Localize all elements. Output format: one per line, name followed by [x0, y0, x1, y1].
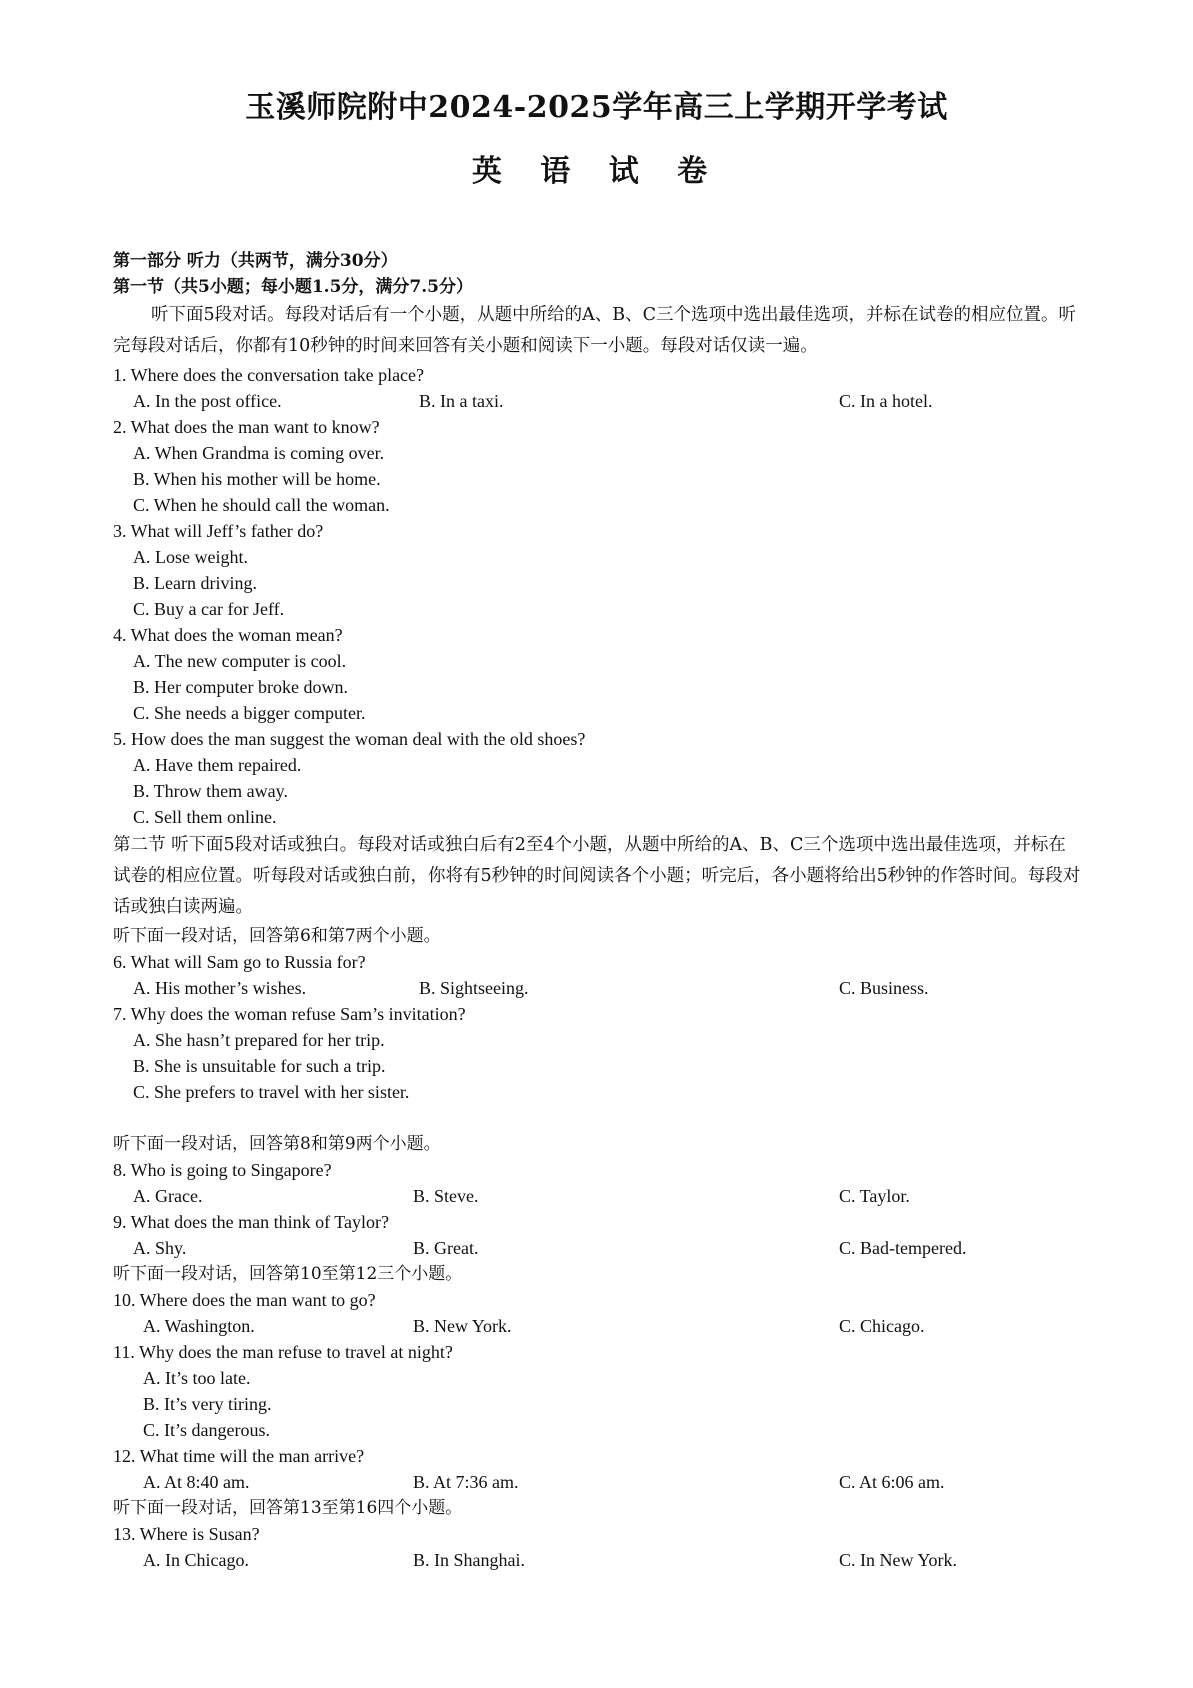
option-a: A. Grace. [133, 1186, 203, 1206]
question-9-options [113, 1235, 1083, 1261]
option-a: A. In the post office. [133, 391, 282, 411]
option-c: C. In a hotel. [839, 391, 933, 411]
question-5: 5. How does the man suggest the woman deal with the old shoes? [113, 729, 586, 749]
option-c: C. Sell them online. [133, 807, 277, 827]
exam-subtitle: 英 语 试 卷 [471, 154, 722, 189]
question-7: 7. Why does the woman refuse Sam’s invitation? [113, 1004, 466, 1024]
question-4: 4. What does the woman mean? [113, 625, 343, 645]
option-c: C. She prefers to travel with her sister. [133, 1082, 410, 1102]
section2-instructions: 第二节 听下面5段对话或独白。每段对话或独白后有2至4个小题，从题中所给的A、B、C三个选项中选出最佳选项，并标在试卷的相应位置。听每段对话或独白前，你将有5秒钟的时间阅读各个小题；听完后，各小题将给出5秒钟的作答时间。每段对话或独白读两遍。 [113, 835, 1081, 917]
question-13: 13. Where is Susan? [113, 1524, 260, 1544]
option-a: A. It’s too late. [143, 1368, 251, 1388]
question-12: 12. What time will the man arrive? [113, 1446, 365, 1466]
question-2: 2. What does the man want to know? [113, 417, 380, 437]
option-b: B. When his mother will be home. [133, 469, 381, 489]
option-b: B. She is unsuitable for such a trip. [133, 1056, 386, 1076]
question-10-options [113, 1313, 1083, 1339]
question-3: 3. What will Jeff’s father do? [113, 521, 324, 541]
question-6-options [113, 975, 1083, 1001]
option-a: A. She hasn’t prepared for her trip. [133, 1030, 385, 1050]
option-a: A. Have them repaired. [133, 755, 302, 775]
option-b: B. Learn driving. [133, 573, 257, 593]
option-b: B. Her computer broke down. [133, 677, 348, 697]
option-b: B. Throw them away. [133, 781, 288, 801]
option-a: A. In Chicago. [143, 1550, 249, 1570]
option-b: B. In a taxi. [419, 391, 504, 411]
question-1: 1. Where does the conversation take place? [113, 365, 425, 385]
option-a: A. At 8:40 am. [143, 1472, 250, 1492]
question-10: 10. Where does the man want to go? [113, 1290, 376, 1310]
option-b: B. Sightseeing. [419, 978, 529, 998]
option-b: B. At 7:36 am. [413, 1472, 519, 1492]
question-1-options [113, 388, 1083, 414]
part1-heading: 第一部分 听力（共两节，满分30分） [113, 251, 398, 271]
option-a: A. The new computer is cool. [133, 651, 347, 671]
question-9: 9. What does the man think of Taylor? [113, 1212, 390, 1232]
option-a: A. Shy. [133, 1238, 187, 1258]
group-instruction: 听下面一段对话，回答第13至第16四个小题。 [113, 1498, 463, 1518]
option-a: A. Washington. [143, 1316, 255, 1336]
group-instruction: 听下面一段对话，回答第6和第7两个小题。 [113, 926, 441, 946]
blank-line [113, 1105, 1083, 1131]
question-13-options [113, 1547, 1083, 1573]
question-12-options [113, 1469, 1083, 1495]
exam-title: 玉溪师院附中2024-2025学年高三上学期开学考试 [245, 90, 948, 125]
option-c: C. She needs a bigger computer. [133, 703, 366, 723]
group-instruction: 听下面一段对话，回答第10至第12三个小题。 [113, 1264, 463, 1284]
option-c: C. In New York. [839, 1550, 958, 1570]
question-11: 11. Why does the man refuse to travel at night? [113, 1342, 453, 1362]
option-b: B. New York. [413, 1316, 512, 1336]
option-c: C. When he should call the woman. [133, 495, 390, 515]
option-c: C. Business. [839, 978, 929, 998]
option-b: B. Great. [413, 1238, 479, 1258]
question-8: 8. Who is going to Singapore? [113, 1160, 332, 1180]
option-a: A. When Grandma is coming over. [133, 443, 385, 463]
option-b: B. It’s very tiring. [143, 1394, 272, 1414]
option-c: C. Taylor. [839, 1186, 910, 1206]
group-instruction: 听下面一段对话，回答第8和第9两个小题。 [113, 1134, 441, 1154]
option-c: C. Bad-tempered. [839, 1238, 967, 1258]
section1-heading: 第一节（共5小题；每小题1.5分，满分7.5分） [113, 277, 473, 297]
exam-content [113, 248, 1083, 1573]
option-a: A. His mother’s wishes. [133, 978, 307, 998]
option-a: A. Lose weight. [133, 547, 248, 567]
option-c: C. Buy a car for Jeff. [133, 599, 285, 619]
section1-instructions: 听下面5段对话。每段对话后有一个小题，从题中所给的A、B、C三个选项中选出最佳选项，并标在试卷的相应位置。听完每段对话后，你都有10秒钟的时间来回答有关小题和阅读下一小题。每段对话仅读一遍。 [113, 305, 1077, 356]
option-c: C. Chicago. [839, 1316, 925, 1336]
option-b: B. Steve. [413, 1186, 479, 1206]
option-c: C. It’s dangerous. [143, 1420, 270, 1440]
option-b: B. In Shanghai. [413, 1550, 525, 1570]
question-8-options [113, 1183, 1083, 1209]
question-6: 6. What will Sam go to Russia for? [113, 952, 366, 972]
option-c: C. At 6:06 am. [839, 1472, 945, 1492]
